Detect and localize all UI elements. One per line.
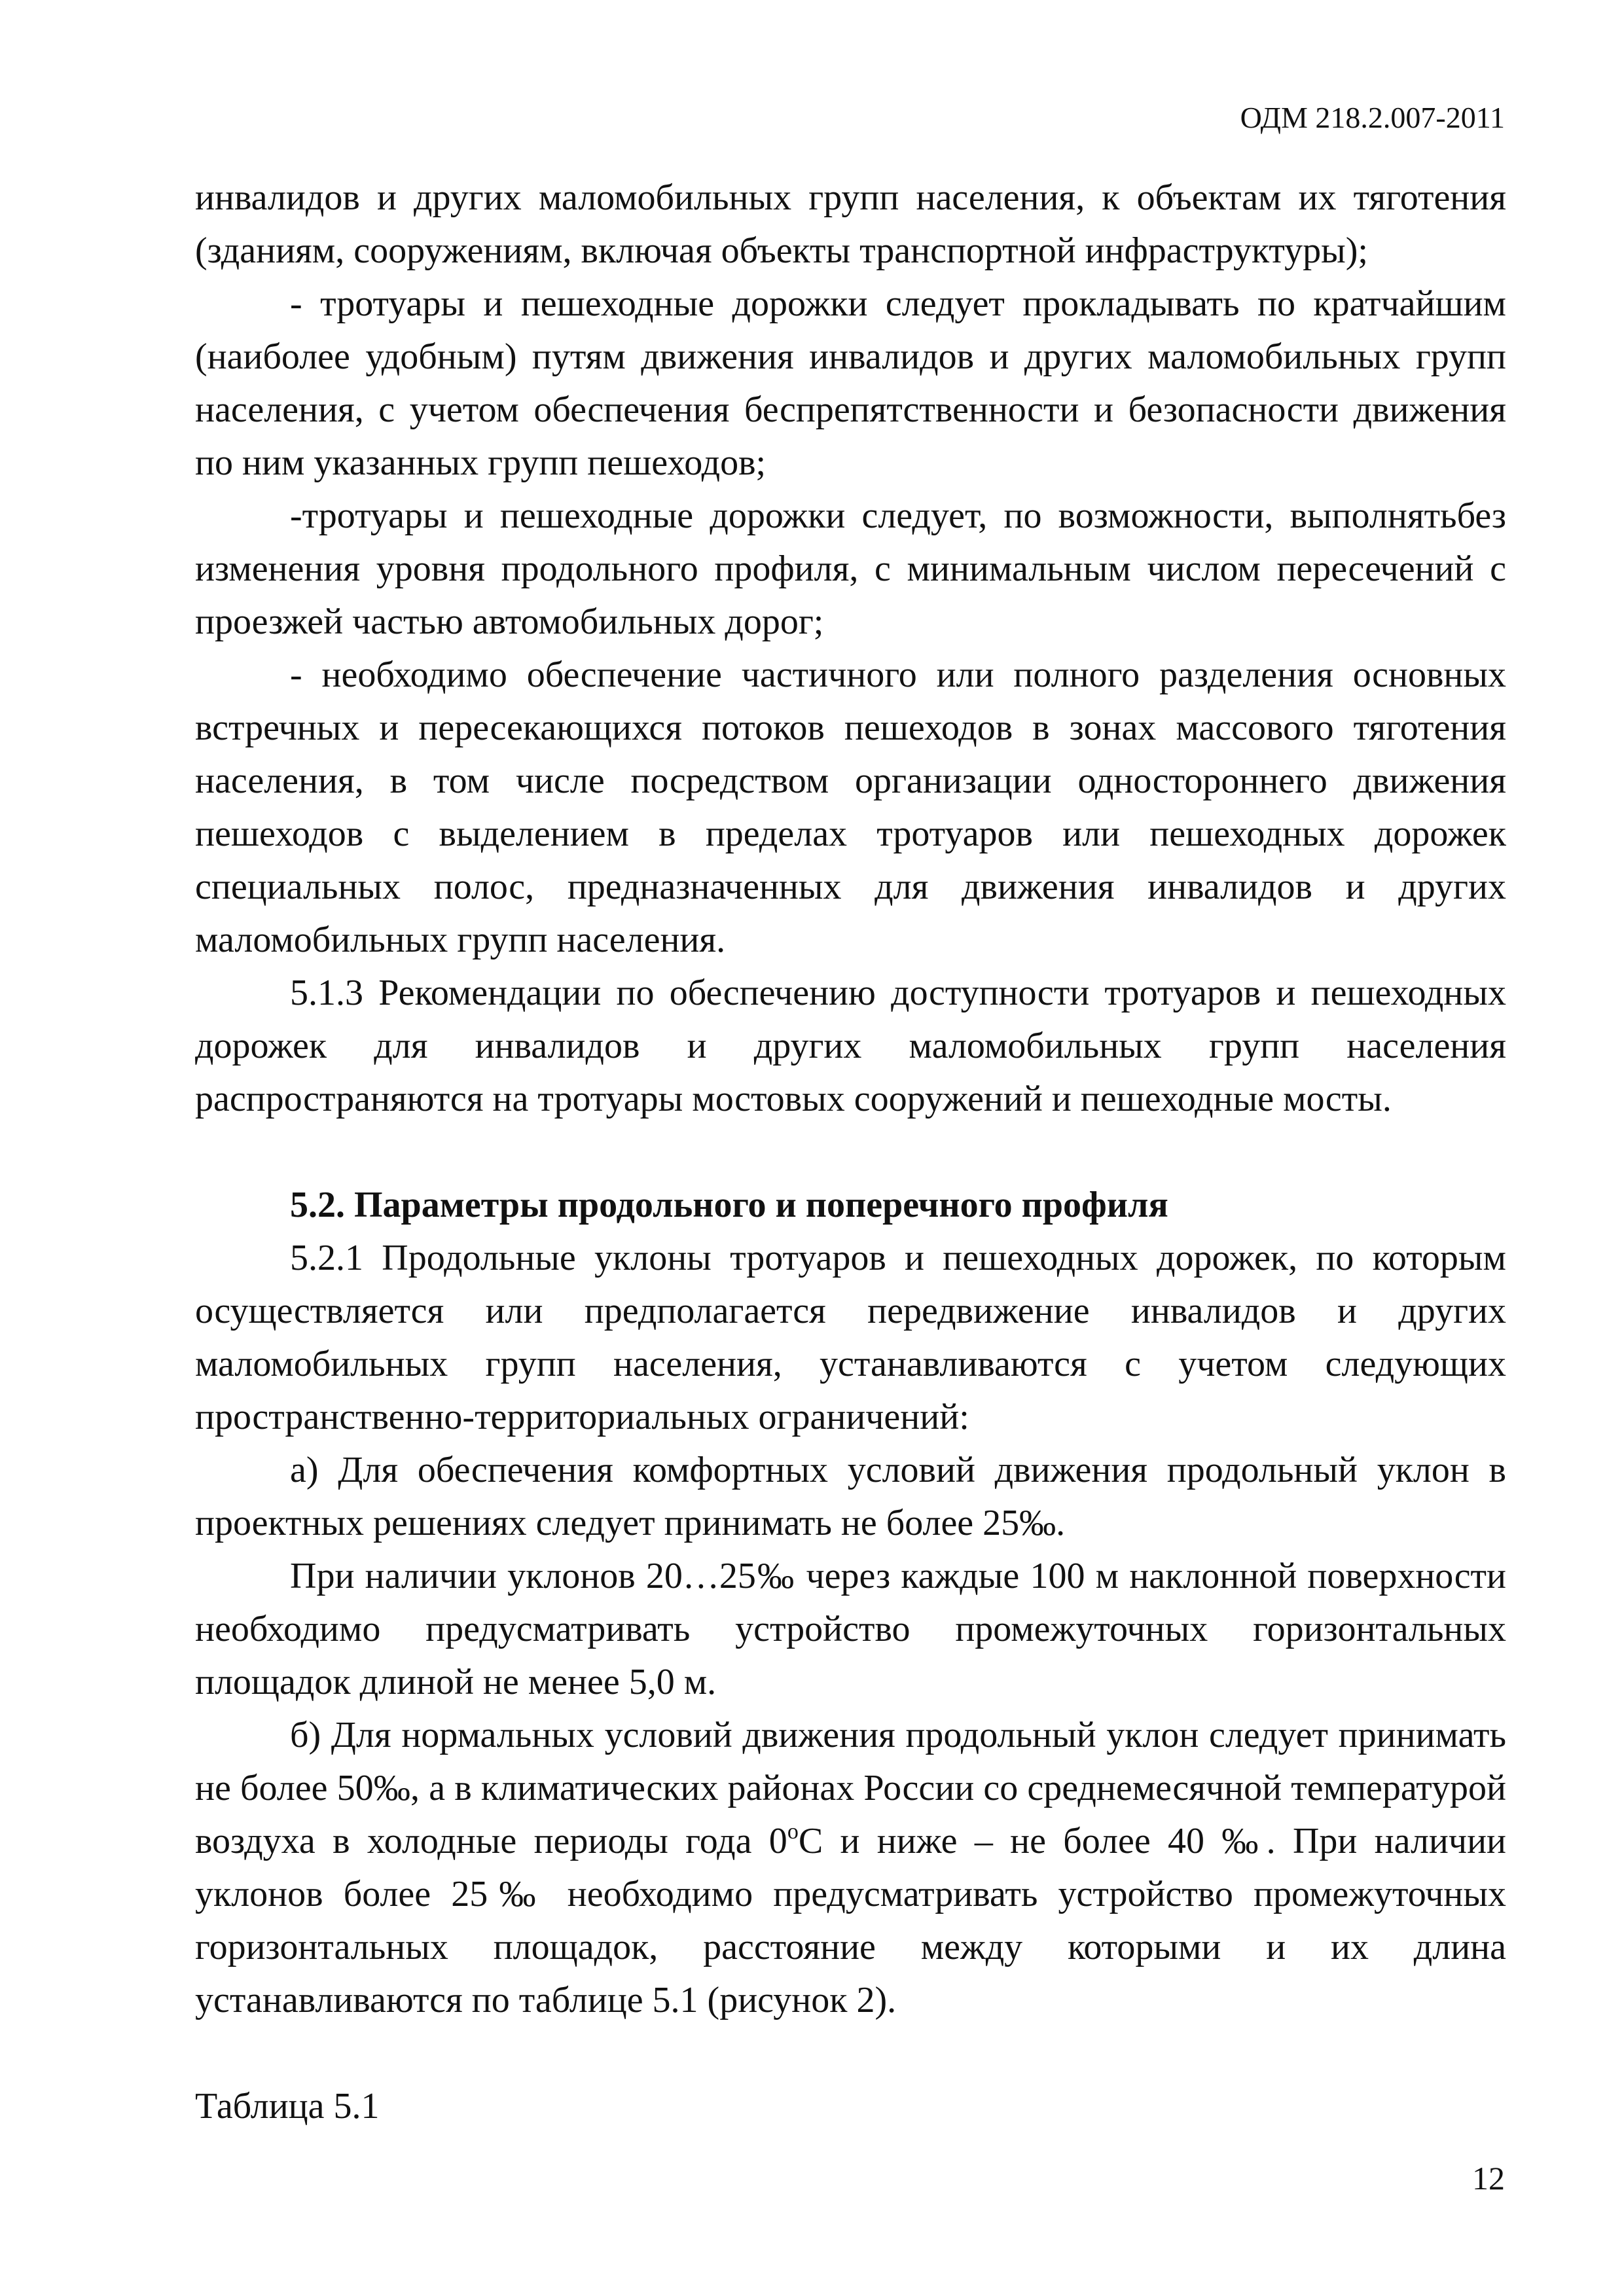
paragraph-item-b-text-end: С и ниже – не более 40 ‰. При наличии уклонов более 25‰ необходимо предусматривать устройство промежуточных горизонтальных площадок, расстояние между которыми и их длина устанавливаются по таблице 5.1 (рисунок 2).	[195, 1821, 1507, 2020]
document-code-header: ОДМ 218.2.007-2011	[1240, 101, 1505, 134]
degree-superscript: о	[787, 1820, 799, 1844]
page-number: 12	[1472, 2160, 1505, 2197]
paragraph-list-item-profile: -тротуары и пешеходные дорожки следует, по возможности, выполнятьбез изменения уровня продольного профиля, с минимальным числом пересечений с проезжей частью автомобильных дорог;	[195, 495, 1506, 642]
paragraph-item-b-text-start: б) Для нормальных условий движения продольный уклон следует принимать не более 50‰, а в климатических районах России со среднемесячной температурой воздуха в холодные периоды года 0	[195, 1715, 1506, 1861]
paragraph-list-item-separation: - необходимо обеспечение частичного или полного разделения основных встречных и пересекающихся потоков пешеходов в зонах массового тяготения населения, в том числе посредством организации одностороннего движения пешеходов с выделением в пределах тротуаров или пешеходных дорожек специальных полос, предназначенных для движения инвалидов и других маломобильных групп населения.	[195, 655, 1506, 960]
table-caption: Таблица 5.1	[195, 2086, 380, 2126]
section-heading-5-2: 5.2. Параметры продольного и поперечного профиля	[290, 1185, 1168, 1225]
paragraph-list-item-shortest-path: - тротуары и пешеходные дорожки следует прокладывать по кратчайшим (наиболее удобным) путям движения инвалидов и других маломобильных групп населения, с учетом обеспечения беспрепятственности и безопасности движения по ним указанных групп пешеходов;	[195, 283, 1506, 483]
paragraph-continuation: инвалидов и других маломобильных групп населения, к объектам их тяготения (зданиям, сооружениям, включая объекты транспортной инфраструктуры);	[195, 177, 1506, 271]
paragraph-item-b	[195, 1709, 1506, 2027]
paragraph-5-2-1: 5.2.1 Продольные уклоны тротуаров и пешеходных дорожек, по которым осуществляется или предполагается передвижение инвалидов и других маломобильных групп населения, устанавливаются с учетом следующих пространственно-территориальных ограничений:	[195, 1238, 1506, 1437]
paragraph-item-a: а) Для обеспечения комфортных условий движения продольный уклон в проектных решениях следует принимать не более 25‰.	[195, 1450, 1506, 1543]
document-body	[195, 171, 1506, 2133]
paragraph-5-1-3: 5.1.3 Рекомендации по обеспечению доступности тротуаров и пешеходных дорожек для инвалидов и других маломобильных групп населения распространяются на тротуары мостовых сооружений и пешеходные мосты.	[195, 973, 1506, 1119]
paragraph-landings: При наличии уклонов 20…25‰ через каждые 100 м наклонной поверхности необходимо предусматривать устройство промежуточных горизонтальных площадок длиной не менее 5,0 м.	[195, 1556, 1506, 1702]
